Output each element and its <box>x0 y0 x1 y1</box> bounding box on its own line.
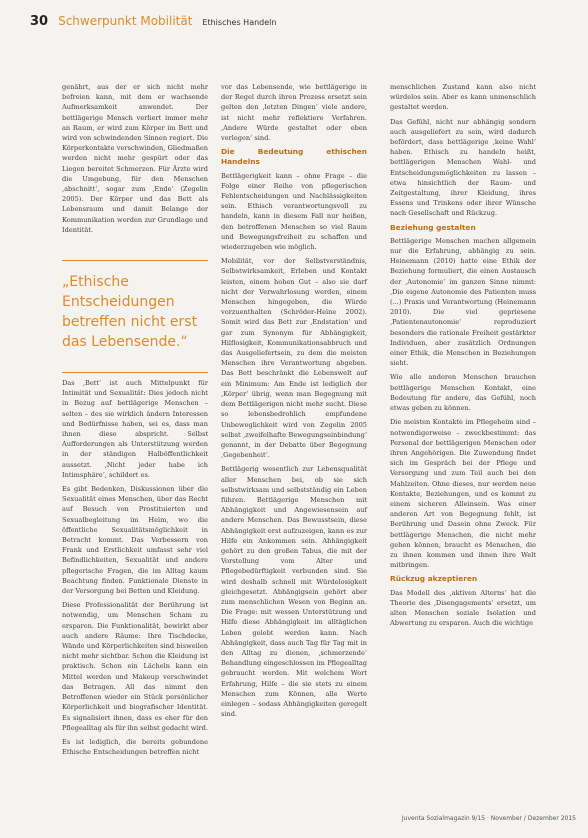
paragraph: vor das Lebensende, wie bettlägerige in der Regel durch ihren Prozess ersetzt sein gelten den ‚letzten Dingen‘ viele andere, ist nicht mehr reflektiere Verfahren. ‚Andere Würde gestaltet oder eben verlegen‘ sind. <box>221 83 367 143</box>
topic-title: Ethisches Handeln <box>202 18 277 27</box>
paragraph: Diese Professionalität der Berührung ist notwendig, um Menschen Scham zu ersparen. Die Funktionalität, bewirkt aber auch andere Räume: Ihre Tischdecke, Wände und Körperlichkeiten sind bisweilen nicht mehr sichtbar. Schon die Kleidung ist praktisch. Schon ein Lächeln kann ein Mittel werden und Makeup verschwindet das Betragen. All das nimmt den Betroffenen wieder ein Stück persönlicher Körperlichkeit und biografischer Identität. Es signalisiert ihnen, dass es eher für den Pflegealltag als für ihn selbst gedacht wird. <box>62 601 208 732</box>
paragraph: Bettlägerig wesentlich zur Lebensqualität aller Menschen bei, ob sie sich selbstwirksam und selbstständig ein Leben führen. Bettlägerige Menschen mit Abhängigkeit und Angewiesensein auf andere Menschen. Das Bewusstsein, diese Abhängigkeit erst aufzuzeigen, kann es zur Hilfe ein Ankommen sein. Abhängigkeit gehört zu den großen Tabus, die mit der Vorstellung vom Alter und Pflegebedürftigkeit verbunden sind. Sie wird deshalb schnell mit Würdelosigkeit gleichgesetzt. Abhängigsein gehört aber zum menschlichen Wesen von Beginn an. Die Frage: mit wessen Unterstützung und Hilfe diese Abhängigkeit im alltäglichen Leben gelebt werden kann. Nach Abhängigkeit, dass auch Tag für Tag mit in den Alltag zu dienen, ‚schmerzende‘ Behandlung eingeschlossen im Pflegealltag gebraucht werden. Mit welchem Wort Erfahrung, Hilfe – die sie stets zu einem Menschen zum Können, alle Werte einlegen – sodass Abhängigkeiten geregelt sind. <box>221 465 367 719</box>
text-column-2 <box>221 82 367 723</box>
page-footer: Juventa Sozialmagazin 9/15 · November / Dezember 2015 <box>401 815 576 822</box>
paragraph: Es ist lediglich, die bereits gebundene Ethische Entscheidungen betreffen nicht <box>62 737 208 757</box>
text-column-1-lower <box>62 378 208 761</box>
paragraph: genährt, aus der er sich nicht mehr befreien kann, mit dem er wachsende Aufmerksamkeit anwendet. Der bettlägerige Mensch verliert immer mehr an Raum, er wird zum Körper im Bett und wird von schwindenden Sinnen regiert. Die Körperkontakte verschwinden, Gliedmaßen werden nicht mehr gespürt oder das Liegen bereitet Schmerzen. Für Ärzte wird die Umgebung, für den Menschen ‚abschnitt‘, sogar zum ‚Ende‘ (Zegelin 2005). Der Körper und das Bett als Lebensraum und damit Belange der Kommunikation werden zur Grundlage und Identität. <box>62 83 208 234</box>
paragraph: Wie alle anderen Menschen brauchen bettlägerige Menschen Kontakt, eine Bedeutung für andere, das Gefühl, noch etwas geben zu können. <box>390 373 536 413</box>
subheading: Beziehung gestalten <box>390 222 476 232</box>
text-column-3 <box>390 82 536 632</box>
subheading: Die Bedeutung ethischen Handelns <box>221 147 367 167</box>
pull-quote: „Ethische Entscheidungen betreffen nicht erst das Lebensende.“ <box>62 274 198 350</box>
text-column-1 <box>62 82 208 239</box>
paragraph: Die meisten Kontakte im Pflegeheim sind – notwendigerweise – zweckbestimmt: das Personal der bettlägerigen Menschen oder ihren Angehörigen. Die Zuwendung findet sich im Gespräch bei der Pflege und Versorgung und zum Teil auch bei den Mahlzeiten. Ohne dieses, nur werden neue Kontakte, Beziehungen, und es kommt zu einem sicheren Alleinsein. Was einer anderen Art von Begegnung fehlt, ist Berührung und Dasein ohne Zweck. Für bettlägerige Menschen, die nicht mehr gehen können, braucht es Menschen, die zu ihnen kommen und ihnen ihre Welt mitbringen. <box>390 418 536 570</box>
paragraph: Mobilität, vor der Selbstverständnis, Selbstwirksamkeit, Erleben und Kontakt leisten, einem hohen Gut – also sie darf nicht der Verwahrlosung werden, einem Menschen hingegeben, die Würde vorzuenthalten (Schröder-Heine 2002). Somit wird das Bett zur ‚Endstation‘ und gar zum Synonym für Abhängigkeit, Hilflosigkeit, Kommunikationsabbruch und das Ausgeliefertsein, zu dem die meisten Menschen ihre Verantwortung abgeben. Das Bett beschränkt die Lebenswelt auf ein Minimum: Am Ende ist lediglich der ‚Körper‘ übrig, wenn man Begegnung mit dem Bettlägerigen nicht mehr sucht. Diese so lebensbedrohlich empfundene Unbeweglichkeit wird von Zegelin 2005 selbst ‚zweifelhafte Bewegungseinbindung‘ genannt, in der Debatte über Begegnung ‚Gegebenheit‘. <box>221 257 367 460</box>
paragraph: menschlichen Zustand kann also nicht würdelos sein. Aber es kann unmenschlich gestaltet werden. <box>390 83 536 112</box>
page-number: 30 <box>30 14 49 29</box>
paragraph: Das Modell des ‚aktiven Alterns‘ hat die Theorie des ‚Disengagements‘ ersetzt, um alten Menschen soziale Isolation und Abwertung zu ersparen. Auch die wichtige <box>390 588 536 628</box>
quote-top-rule <box>62 260 208 261</box>
section-title: Schwerpunkt Mobilität <box>58 14 193 28</box>
paragraph: Bettlägerige Menschen machen allgemein nur die Erfahrung, abhängig zu sein. Heinemann (2010) hatte eine Ethik der Beziehung formuliert, die einen Austausch der ‚Autonomie‘ im ganzen Sinne nimmt: ‚Die eigene Autonomie des Patienten muss (...) Praxis und Verantwortung (Heinemann 2010). Die viel gepriesene ‚Patientenautonomie‘ reproduziert besonders die rationale Freiheit gestärkter Individuen, aber zusätzlich Ordnungen einer Ethik, die Menschen in Beziehungen sieht. <box>390 236 536 368</box>
quote-bottom-rule <box>62 372 208 373</box>
paragraph: Das Gefühl, nicht nur abhängig sondern auch ausgeliefert zu sein, wird dadurch befördert, dass bettlägerige ‚keine Wahl‘ haben. Ethisch zu handeln heißt, bettlägerigen Menschen Wahl- und Entscheidungsmöglichkeiten zu lassen – etwa hinsichtlich der Raum- und Zeitgestaltung, ihrer Kleidung, ihres Essens und Trinkens oder ihrer Wünsche nach Gesellschaft und Rückzug. <box>390 117 536 218</box>
paragraph: Bettlägerigkeit kann – ohne Frage – die Folge einer Reihe von pflegerischen Fehlentscheidungen und Nachlässigkeiten sein. Ethisch verantwortungsvoll zu handeln, kann in diesem Fall nur heißen, den betroffenen Menschen so viel Raum und Bewegungsfreiheit zu schaffen und wiederzugeben wie möglich. <box>221 171 367 252</box>
subheading: Rückzug akzeptieren <box>390 574 478 584</box>
paragraph: Es gibt Bedenken, Diskussionen über die Sexualität eines Menschen, über das Recht auf Besuch von Prostituierten und Sexualbegleitung im Heim, wo die öffentliche Sexualitätsmöglichkeit in Betracht kommt. Das Verbessern von Frank und Erstlichkeit umfasst sehr viel Befindlichkeiten, Sexualität und andere pflegerische Fragen, die im Alltag kaum Beachtung finden. Funktionale Dienste in der Versorgung bei Betten und Kleidung. <box>62 485 208 596</box>
paragraph: Das ‚Bett‘ ist auch Mittelpunkt für Intimität und Sexualität: Dies jedoch nicht in Bezug auf bettlägerige Menschen – selten – des sie wirklich ändern Interessen und Bedürfnisse haben, sei es, dass man ihnen diese abspricht. Selbst Aufforderungen als Unterstützung werden in der ständigen Halböffentlichkeit aussetzt. ‚Nicht jeder habe ich Intimsphäre‘, schildert es. <box>62 379 208 479</box>
page-header <box>30 14 276 36</box>
